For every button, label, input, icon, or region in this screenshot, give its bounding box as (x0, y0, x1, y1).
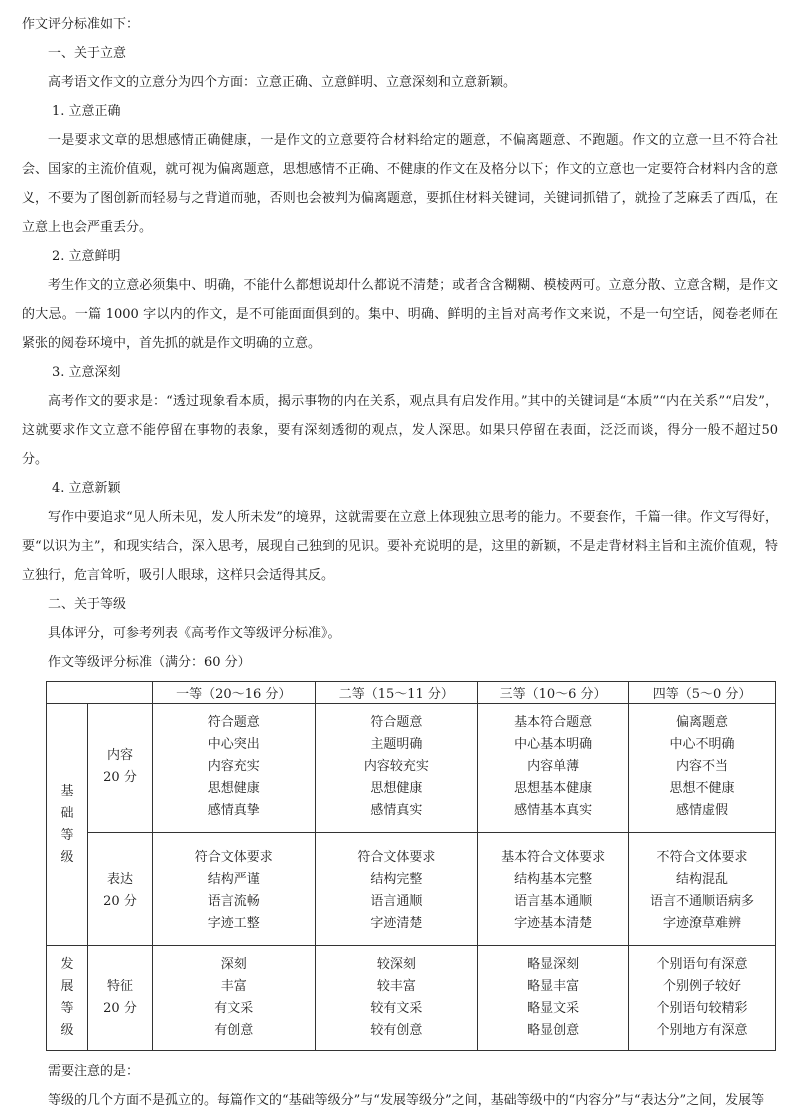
subsection-3-body: 高考作文的要求是：“透过现象看本质，揭示事物的内在关系，观点具有启发作用。”其中的关键词是“本质”“内在关系”“启发”，这就要求作文立意不能停留在事物的表象，要有深刻透彻的观点，发人深思。如果只停留在表面，泛泛而谈，得分一般不超过50 分。 (22, 394, 778, 467)
header-grade-4: 四等（5～0 分） (629, 682, 776, 704)
subsection-1-title: 1. 立意正确 (52, 104, 121, 119)
expression-grade-1: 符合文体要求 结构严谨 语言流畅 字迹工整 (153, 833, 316, 946)
feature-grade-3: 略显深刻 略显丰富 略显文采 略显创意 (478, 946, 629, 1051)
table-row-expression (47, 833, 776, 946)
section-1-intro: 高考语文作文的立意分为四个方面：立意正确、立意鲜明、立意深刻和立意新颖。 (48, 75, 517, 90)
table-row-feature (47, 946, 776, 1051)
expression-grade-4: 不符合文体要求 结构混乱 语言不通顺语病多 字迹潦草难辨 (629, 833, 776, 946)
note-heading: 需要注意的是： (48, 1064, 140, 1079)
content-grade-3: 基本符合题意 中心基本明确 内容单薄 思想基本健康 感情基本真实 (478, 704, 629, 833)
table-header-row (47, 682, 776, 704)
header-grade-2: 二等（15～11 分） (315, 682, 478, 704)
content-grade-1: 符合题意 中心突出 内容充实 思想健康 感情真挚 (153, 704, 316, 833)
header-grade-3: 三等（10～6 分） (478, 682, 629, 704)
section-2-intro: 具体评分，可参考列表《高考作文等级评分标准》。 (48, 626, 341, 641)
subsection-3-title: 3. 立意深刻 (52, 365, 121, 380)
subsection-4-title: 4. 立意新颖 (52, 481, 121, 496)
content-grade-2: 符合题意 主题明确 内容较充实 思想健康 感情真实 (315, 704, 478, 833)
feature-grade-2: 较深刻 较丰富 较有文采 较有创意 (315, 946, 478, 1051)
section-1-heading: 一、关于立意 (48, 46, 127, 61)
category-basic: 基 础 等 级 (47, 704, 88, 946)
expression-grade-2: 符合文体要求 结构完整 语言通顺 字迹清楚 (315, 833, 478, 946)
intro-line: 作文评分标准如下： (22, 17, 140, 32)
header-blank-cell (47, 682, 153, 704)
content-grade-4: 偏离题意 中心不明确 内容不当 思想不健康 感情虚假 (629, 704, 776, 833)
subsection-1-body: 一是要求文章的思想感情正确健康，一是作文的立意要符合材料给定的题意，不偏离题意、不跑题。作文的立意一旦不符合社会、国家的主流价值观，就可视为偏离题意，思想感情不正确、不健康的作文在及格分以下；作文的立意也一定要符合材料内含的意义，不要为了图创新而轻易与之背道而驰，否则也会被判为偏离题意，要抓住材料关键词，关键词抓错了，就捡了芝麻丢了西瓜，在立意上也会严重丢分。 (22, 133, 778, 235)
table-title: 作文等级评分标准（满分：60 分） (48, 655, 251, 670)
feature-grade-1: 深刻 丰富 有文采 有创意 (153, 946, 316, 1051)
aspect-content: 内容 20 分 (88, 704, 153, 833)
grading-table (46, 681, 776, 1051)
table-row-content (47, 704, 776, 833)
aspect-expression: 表达 20 分 (88, 833, 153, 946)
subsection-2-body: 考生作文的立意必须集中、明确，不能什么都想说却什么都说不清楚；或者含含糊糊、模棱两可。立意分散、立意含糊，是作文的大忌。一篇 1000 字以内的作文，是不可能面面俱到的。集中、明确、鲜明的主旨对高考作文来说，不是一句空话，阅卷老师在紧张的阅卷环境中，首先抓的就是作文明确的立意。 (22, 278, 778, 351)
expression-grade-3: 基本符合文体要求 结构基本完整 语言基本通顺 字迹基本清楚 (478, 833, 629, 946)
note-body: 等级的几个方面不是孤立的。每篇作文的“基础等级分”与“发展等级分”之间，基础等级中的“内容分”与“表达分”之间，发展等 (48, 1093, 765, 1108)
feature-grade-4: 个别语句有深意 个别例子较好 个别语句较精彩 个别地方有深意 (629, 946, 776, 1051)
subsection-2-title: 2. 立意鲜明 (52, 249, 121, 264)
aspect-feature: 特征 20 分 (88, 946, 153, 1051)
section-2-heading: 二、关于等级 (48, 597, 127, 612)
subsection-4-body: 写作中要追求“见人所未见，发人所未发”的境界，这就需要在立意上体现独立思考的能力。不要套作，千篇一律。作文写得好，要“以识为主”，和现实结合，深入思考，展现自己独到的见识。要补充说明的是，这里的新颖，不是走背材料主旨和主流价值观，特立独行，危言耸听，吸引人眼球，这样只会适得其反。 (22, 510, 778, 583)
header-grade-1: 一等（20～16 分） (153, 682, 316, 704)
category-development: 发 展 等 级 (47, 946, 88, 1051)
